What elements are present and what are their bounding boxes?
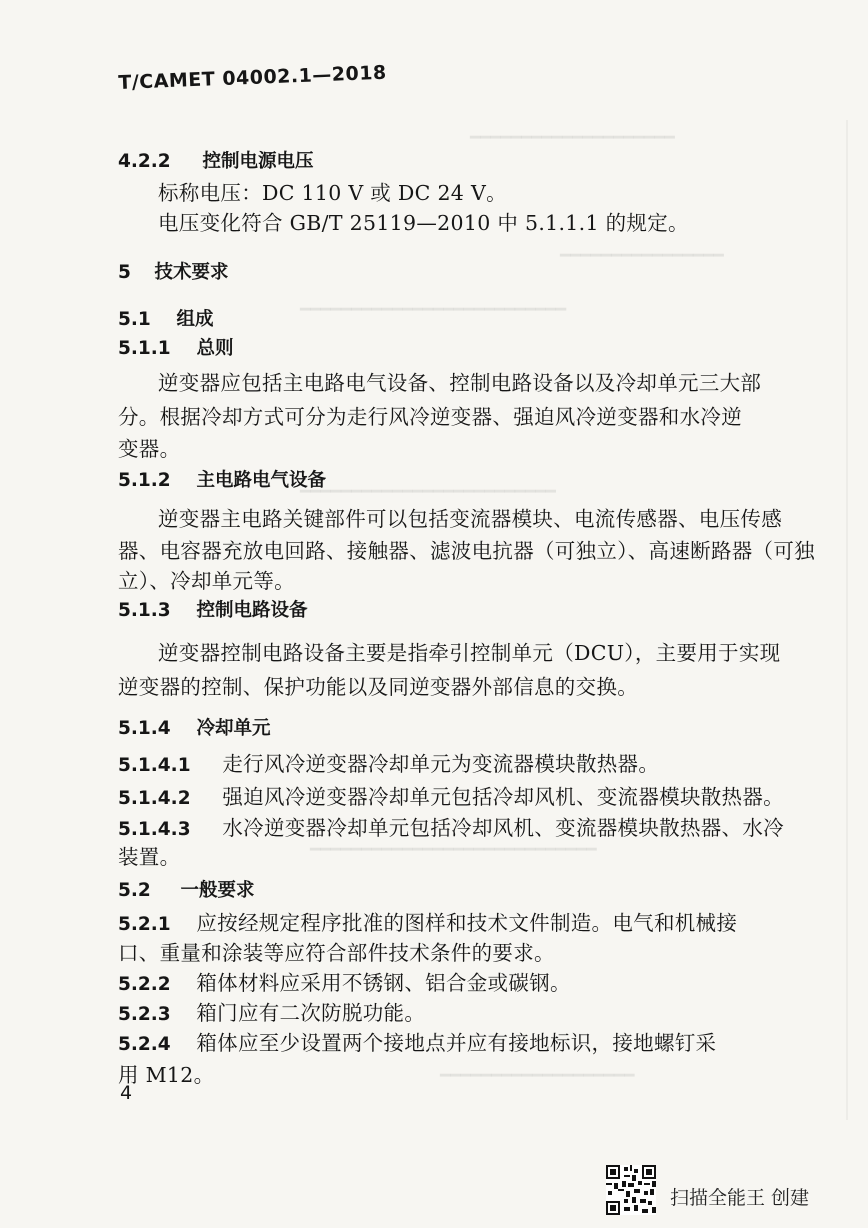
bleed-through-text: ━━━━━━━━━━━━━━━━━━━━━━━━━: [300, 482, 556, 501]
bleed-through-text: ━━━━━━━━━━━━━━━━: [560, 246, 724, 265]
paragraph-line: 逆变器的控制、保护功能以及同逆变器外部信息的交换。: [118, 675, 638, 699]
clause-5-1-4-1: [118, 747, 659, 777]
clause-5-2-2: [118, 966, 571, 996]
page-number: 4: [120, 1082, 133, 1104]
section-number: 5.1.4: [118, 718, 171, 739]
paragraph-line: 逆变器应包括主电路电气设备、控制电路设备以及冷却单元三大部: [158, 371, 762, 395]
section-5-1-4-heading: [118, 714, 270, 740]
section-5-1-2-heading: [118, 466, 326, 492]
section-number: 5.1.4.3: [118, 819, 191, 840]
section-5-heading: [118, 258, 228, 284]
clause-text: 水冷逆变器冷却单元包括冷却风机、变流器模块散热器、水冷: [222, 816, 784, 840]
section-title: 总则: [196, 338, 234, 359]
scanner-watermark: 扫描全能王 创建: [670, 1187, 810, 1209]
clause-text: 箱体应至少设置两个接地点并应有接地标识，接地螺钉采: [196, 1031, 717, 1055]
section-number: 4.2.2: [118, 151, 171, 172]
paragraph-line: 器、电容器充放电回路、接触器、滤波电抗器（可独立）、高速断路器（可独: [118, 539, 815, 563]
paragraph-line: 变器。: [118, 437, 181, 461]
section-title: 控制电路设备: [196, 600, 308, 621]
section-number: 5.2.1: [118, 914, 171, 935]
clause-5-2-3: [118, 996, 425, 1026]
section-number: 5.1.2: [118, 470, 171, 491]
paragraph-line: 逆变器主电路关键部件可以包括变流器模块、电流传感器、电压传感: [158, 507, 782, 531]
clause-5-1-4-3: [118, 811, 784, 841]
section-title: 一般要求: [180, 880, 255, 901]
section-number: 5: [118, 262, 131, 283]
section-title: 冷却单元: [196, 718, 271, 739]
bleed-through-text: ━━━━━━━━━━━━━━━━━━━━━━━━━━━━: [310, 840, 597, 859]
section-title: 主电路电气设备: [196, 470, 326, 491]
section-number: 5.2.3: [118, 1004, 171, 1025]
section-number: 5.1.3: [118, 600, 171, 621]
section-number: 5.2: [118, 880, 151, 901]
clause-text: 箱门应有二次防脱功能。: [196, 1001, 426, 1025]
section-5-1-3-heading: [118, 596, 307, 622]
bleed-through-text: ━━━━━━━━━━━━━━━━━━━━━━━━━━: [300, 300, 567, 319]
paragraph-line: 装置。: [118, 845, 181, 869]
section-number: 5.1.1: [118, 338, 171, 359]
section-4-2-2-heading: [118, 147, 313, 173]
paragraph-line: 口、重量和涂装等应符合部件技术条件的要求。: [118, 941, 555, 965]
paragraph-line: 逆变器控制电路设备主要是指牵引控制单元（DCU），主要用于实现: [158, 641, 781, 665]
bleed-through-text: ━━━━━━━━━━━━━━━━━━━━: [470, 128, 675, 147]
section-title: 技术要求: [154, 262, 229, 283]
section-number: 5.2.4: [118, 1034, 171, 1055]
qr-code-icon: [606, 1165, 656, 1215]
paragraph-line: [118, 1050, 215, 1087]
paragraph-line: 电压变化符合 GB/T 25119—2010 中 5.1.1.1 的规定。: [158, 211, 689, 235]
clause-text: 强迫风冷逆变器冷却单元包括冷却风机、变流器模块散热器。: [222, 785, 784, 809]
bleed-through-text: ━━━━━━━━━━━━━━━━━━━: [440, 1066, 635, 1085]
section-title: 组成: [176, 309, 214, 330]
clause-5-2-1: [118, 906, 737, 936]
clause-text: 走行风冷逆变器冷却单元为变流器模块散热器。: [222, 752, 660, 776]
clause-text: 箱体材料应采用不锈钢、铝合金或碳钢。: [196, 971, 571, 995]
section-number: 5.1.4.2: [118, 788, 191, 809]
section-5-1-heading: [118, 305, 213, 331]
clause-text: 应按经规定程序批准的图样和技术文件制造。电气和机械接: [196, 911, 738, 935]
page-edge-shadow: [846, 120, 848, 1120]
section-5-2-heading: [118, 876, 254, 902]
section-number: 5.1.4.1: [118, 755, 191, 776]
section-5-1-1-heading: [118, 334, 233, 360]
paragraph-line-text: 用 M12。: [118, 1063, 215, 1087]
section-title: 控制电源电压: [202, 151, 314, 172]
document-code: T/CAMET 04002.1—2018: [118, 61, 388, 94]
paragraph-line: 分。根据冷却方式可分为走行风冷逆变器、强迫风冷逆变器和水冷逆: [118, 405, 742, 429]
paragraph-line: 立）、冷却单元等。: [118, 569, 295, 593]
section-number: 5.1: [118, 309, 151, 330]
clause-5-1-4-2: [118, 780, 784, 810]
paragraph-line: 标称电压：DC 110 V 或 DC 24 V。: [158, 181, 507, 205]
section-number: 5.2.2: [118, 974, 171, 995]
